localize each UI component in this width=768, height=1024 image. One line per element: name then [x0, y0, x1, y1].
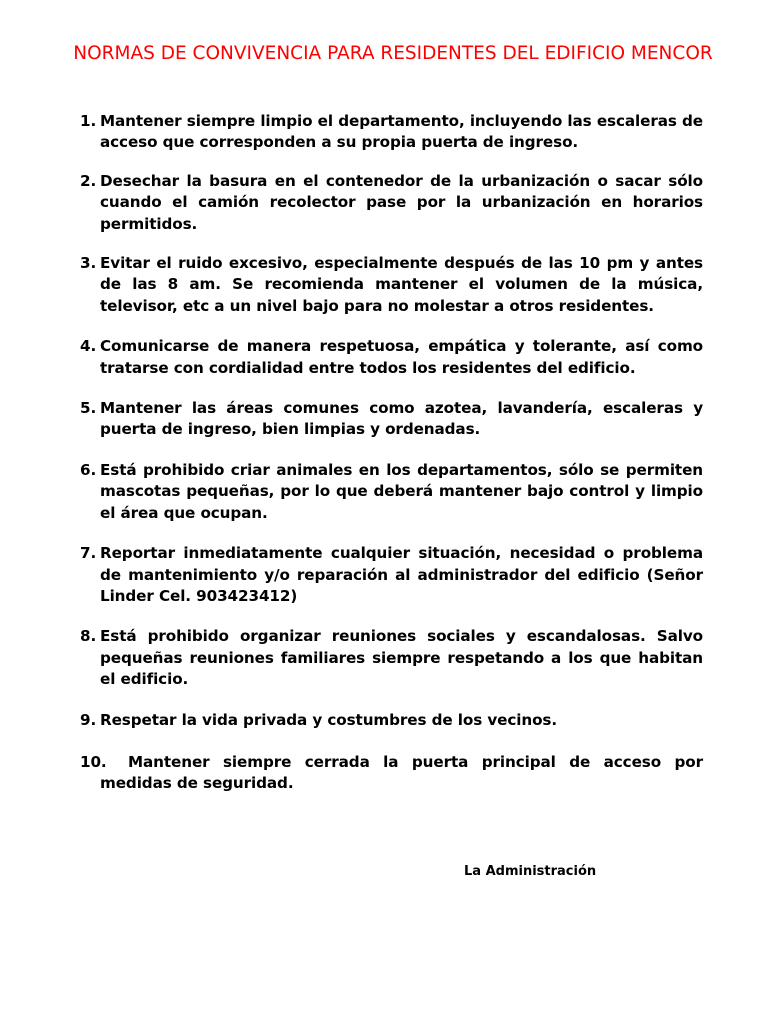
list-item-number: 10. [80, 752, 107, 771]
list-item [80, 336, 703, 379]
list-item-number: 9. [80, 710, 97, 729]
list-item-text: Respetar la vida privada y costumbres de los vecinos. [100, 710, 558, 729]
list-item [80, 460, 703, 524]
list-item-text: Mantener siempre cerrada la puerta principal de acceso por medidas de seguridad. [100, 752, 703, 793]
list-item-text: Está prohibido criar animales en los departamentos, sólo se permiten mascotas pequeñas, por lo que deberá mantener bajo control y limpio el área que ocupan. [100, 460, 703, 522]
document-title: NORMAS DE CONVIVENCIA PARA RESIDENTES DEL EDIFICIO MENCOR [73, 43, 713, 64]
list-item [80, 253, 703, 317]
list-item [80, 398, 703, 441]
list-item [80, 752, 703, 795]
list-item-number: 5. [80, 399, 97, 418]
list-item-text: Mantener las áreas comunes como azotea, lavandería, escaleras y puerta de ingreso, bien limpias y ordenadas. [100, 399, 703, 439]
list-item-text: Comunicarse de manera respetuosa, empática y tolerante, así como tratarse con cordialidad entre todos los residentes del edificio. [100, 337, 703, 377]
list-item [80, 543, 703, 607]
rules-list [80, 111, 703, 795]
signature: La Administración [464, 864, 597, 879]
list-item-number: 2. [80, 171, 97, 190]
list-item [80, 626, 703, 690]
list-item-number: 3. [80, 254, 97, 273]
list-item-number: 1. [80, 112, 97, 130]
list-item-text: Está prohibido organizar reuniones sociales y escandalosas. Salvo pequeñas reuniones familiares siempre respetando a los que habitan el edificio. [100, 627, 703, 689]
list-item [80, 710, 703, 731]
list-item [80, 171, 703, 235]
list-item-text: Mantener siempre limpio el departamento, incluyendo las escaleras de acceso que corresponden a su propia puerta de ingreso. [100, 112, 703, 152]
list-item-number: 4. [80, 337, 97, 356]
list-item [80, 111, 703, 154]
list-item-text: Reportar inmediatamente cualquier situación, necesidad o problema de mantenimiento y/o reparación al administrador del edificio (Señor Linder Cel. 903423412) [100, 544, 703, 605]
list-item-text: Desechar la basura en el contenedor de la urbanización o sacar sólo cuando el camión recolector pase por la urbanización en horarios permitidos. [100, 171, 703, 233]
list-item-number: 7. [80, 544, 97, 563]
list-item-number: 6. [80, 460, 97, 479]
list-item-text: Evitar el ruido excesivo, especialmente después de las 10 pm y antes de las 8 am. Se recomienda mantener el volumen de la música, televisor, etc a un nivel bajo para no molestar a otros residentes. [100, 254, 703, 315]
list-item-number: 8. [80, 627, 97, 646]
